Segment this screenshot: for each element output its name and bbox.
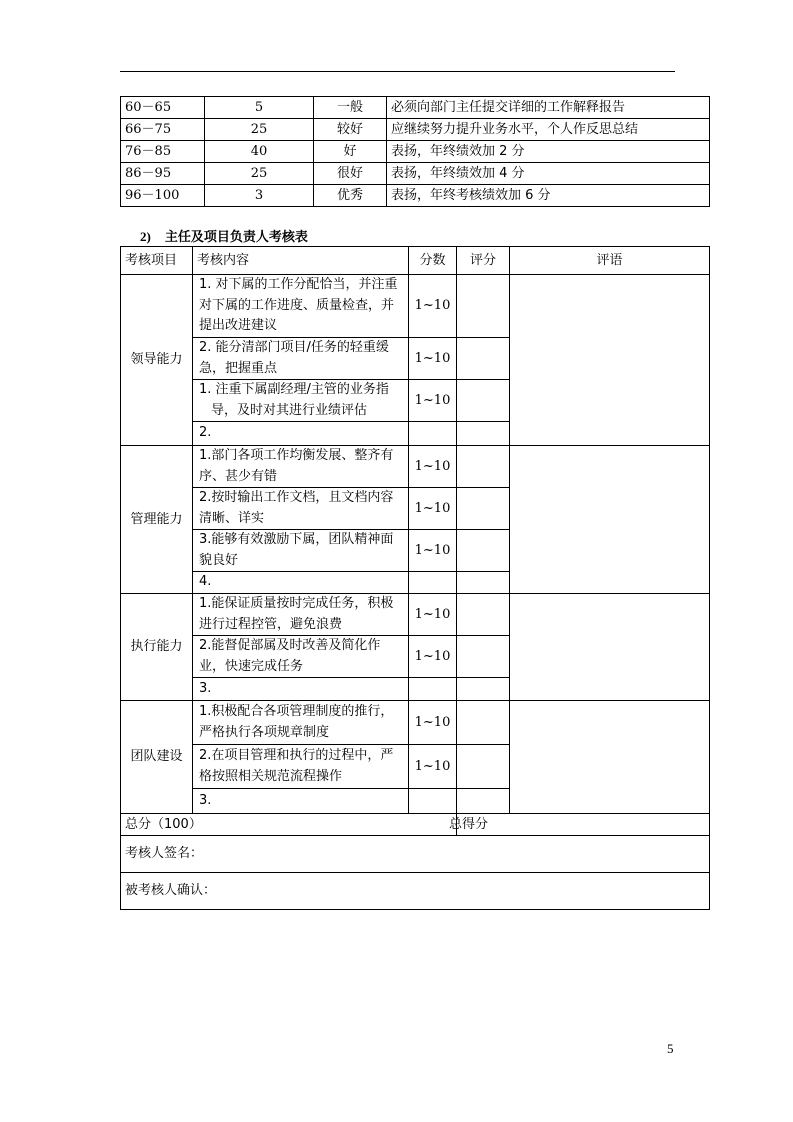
- assess-content: 2.: [193, 422, 409, 446]
- rating-cell[interactable]: [457, 572, 510, 594]
- table-row: [121, 185, 710, 207]
- assess-content: 2. 能分清部门项目/任务的轻重缓急，把握重点: [193, 338, 409, 380]
- score-range: 66－75: [121, 119, 205, 141]
- assess-points: [409, 422, 457, 446]
- comment-cell[interactable]: [510, 446, 710, 594]
- score-action: 表扬，年终绩效加 2 分: [387, 141, 710, 163]
- score-range: 76－85: [121, 141, 205, 163]
- assess-points: [409, 678, 457, 701]
- comment-cell[interactable]: [510, 701, 710, 814]
- assess-content: 3.: [193, 678, 409, 701]
- table-row: [121, 119, 710, 141]
- comment-cell[interactable]: [510, 275, 710, 446]
- score-count: 3: [205, 185, 314, 207]
- assess-points: 1~10: [409, 338, 457, 380]
- table-row: [121, 275, 710, 338]
- table-row: [121, 446, 710, 488]
- assess-points: [409, 572, 457, 594]
- score-grade-table: [120, 96, 710, 207]
- score-grade: 好: [314, 141, 387, 163]
- header-comment: 评语: [510, 247, 710, 275]
- group-name: 团队建设: [121, 701, 193, 814]
- header-points: 分数: [409, 247, 457, 275]
- assess-points: 1~10: [409, 446, 457, 488]
- section-index: 2): [140, 229, 151, 244]
- assess-content: 1. 对下属的工作分配恰当，并注重对下属的工作进度、质量检查，并提出改进建议: [193, 275, 409, 338]
- header-row: [121, 247, 710, 275]
- assessee-confirm-field[interactable]: 被考核人确认：: [121, 873, 710, 910]
- score-action: 表扬，年终绩效加 4 分: [387, 163, 710, 185]
- assess-points: [409, 789, 457, 814]
- header-rating: 评分: [457, 247, 510, 275]
- score-action: 应继续努力提升业务水平，个人作反思总结: [387, 119, 710, 141]
- assess-points: 1~10: [409, 488, 457, 530]
- rating-cell[interactable]: [457, 380, 510, 422]
- total-label: 总分（100）: [121, 814, 457, 836]
- score-grade: 较好: [314, 119, 387, 141]
- score-action: 表扬，年终考核绩效加 6 分: [387, 185, 710, 207]
- group-name: 领导能力: [121, 275, 193, 446]
- score-range: 86－95: [121, 163, 205, 185]
- assessor-row: [121, 836, 710, 873]
- score-range: 96－100: [121, 185, 205, 207]
- score-range: 60－65: [121, 97, 205, 119]
- assessee-row: [121, 873, 710, 910]
- score-grade: 一般: [314, 97, 387, 119]
- total-score-label: 总得分: [457, 814, 710, 836]
- rating-cell[interactable]: [457, 678, 510, 701]
- assess-points: 1~10: [409, 380, 457, 422]
- group-name: 管理能力: [121, 446, 193, 594]
- rating-cell[interactable]: [457, 488, 510, 530]
- header-content: 考核内容: [193, 247, 409, 275]
- score-count: 40: [205, 141, 314, 163]
- rating-cell[interactable]: [457, 530, 510, 572]
- assess-content: 3.能够有效激励下属，团队精神面貌良好: [193, 530, 409, 572]
- assess-points: 1~10: [409, 594, 457, 636]
- table-row: [121, 163, 710, 185]
- rating-cell[interactable]: [457, 338, 510, 380]
- assess-content: 3.: [193, 789, 409, 814]
- rating-cell[interactable]: [457, 275, 510, 338]
- assessor-signature-field[interactable]: 考核人签名：: [121, 836, 710, 873]
- assess-points: 1~10: [409, 745, 457, 789]
- assess-content: 2.能督促部属及时改善及简化作业，快速完成任务: [193, 636, 409, 678]
- header-item: 考核项目: [121, 247, 193, 275]
- score-action: 必须向部门主任提交详细的工作解释报告: [387, 97, 710, 119]
- header-rule: [120, 71, 675, 72]
- assess-content: 2.按时输出工作文档，且文档内容清晰、详实: [193, 488, 409, 530]
- assessment-table: [120, 246, 710, 910]
- assess-content: 1. 注重下属副经理/主管的业务指导，及时对其进行业绩评估: [193, 380, 409, 422]
- table-row: [121, 141, 710, 163]
- rating-cell[interactable]: [457, 446, 510, 488]
- assess-points: 1~10: [409, 275, 457, 338]
- table-row: [121, 594, 710, 636]
- rating-cell[interactable]: [457, 594, 510, 636]
- score-count: 25: [205, 119, 314, 141]
- section-title-text: 主任及项目负责人考核表: [164, 230, 308, 245]
- rating-cell[interactable]: [457, 789, 510, 814]
- assess-points: 1~10: [409, 636, 457, 678]
- assess-content: 1.能保证质量按时完成任务，积极进行过程控管，避免浪费: [193, 594, 409, 636]
- assess-points: 1~10: [409, 530, 457, 572]
- rating-cell[interactable]: [457, 636, 510, 678]
- assess-content: 2.在项目管理和执行的过程中，严格按照相关规范流程操作: [193, 745, 409, 789]
- rating-cell[interactable]: [457, 745, 510, 789]
- rating-cell[interactable]: [457, 701, 510, 745]
- score-count: 25: [205, 163, 314, 185]
- comment-cell[interactable]: [510, 594, 710, 701]
- assess-content: 4.: [193, 572, 409, 594]
- group-name: 执行能力: [121, 594, 193, 701]
- page-number: 5: [667, 1041, 674, 1056]
- rating-cell[interactable]: [457, 422, 510, 446]
- assess-content: 1.积极配合各项管理制度的推行，严格执行各项规章制度: [193, 701, 409, 745]
- table-row: [121, 701, 710, 745]
- score-grade: 优秀: [314, 185, 387, 207]
- section-title: [140, 226, 308, 245]
- score-count: 5: [205, 97, 314, 119]
- assess-points: 1~10: [409, 701, 457, 745]
- score-grade: 很好: [314, 163, 387, 185]
- assess-content: 1.部门各项工作均衡发展、整齐有序、甚少有错: [193, 446, 409, 488]
- total-row: [121, 814, 710, 836]
- table-row: [121, 97, 710, 119]
